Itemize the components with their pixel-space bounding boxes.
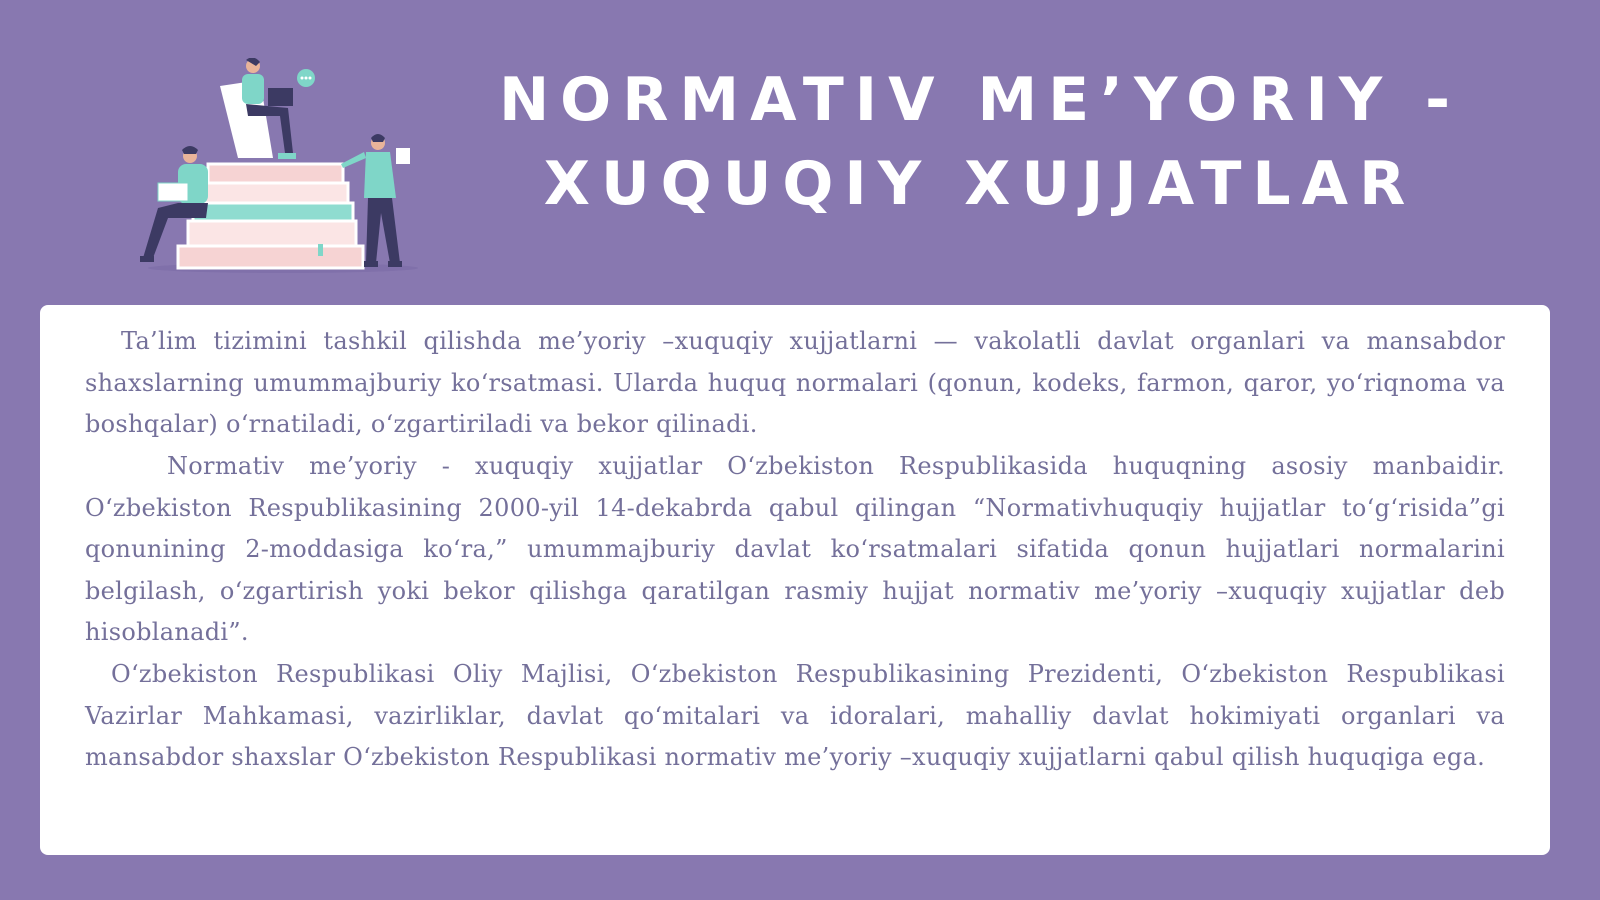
paragraph-3: Oʻzbekiston Respublikasi Oliy Majlisi, Oʻzbekiston Respublikasining Prezidenti, Oʻzbekiston Respublikasi Vazirlar Mahkamasi, vazirliklar, davlat qoʻmitalari va idoralari, mahalliy davlat hokimiyati organlari va mansabdor shaxslar Oʻzbekiston Respublikasi normativ me’yoriy –xuquqiy xujjatlarni qabul qilish huquqiga ega. — [85, 660, 1505, 772]
slide-title-line-2: XUQUQIY XUJJATLAR — [543, 149, 1417, 219]
paragraph-1: Ta’lim tizimini tashkil qilishda me’yoriy –xuquqiy xujjatlarni — vakolatli davlat organlari va mansabdor shaxslarning umummajburiy koʻrsatmasi. Ularda huquq normalari (qonun, kodeks, farmon, qaror, yoʻriqnoma va boshqalar) oʻrnatiladi, oʻzgartiriladi va bekor qilinadi. — [85, 327, 1505, 439]
person-with-laptop — [220, 58, 315, 159]
slide-title — [450, 58, 1510, 226]
people-reading-books-illustration — [138, 58, 428, 278]
content-card — [40, 305, 1550, 855]
slide-title-line-1: NORMATIV ME’YORIY - — [498, 65, 1462, 135]
paragraph-2: Normativ me’yoriy - xuquqiy xujjatlar Oʻzbekiston Respublikasida huquqning asosiy manbaidir. Oʻzbekiston Respublikasining 2000-yil 14-dekabrda qabul qilingan “Normativhuquqiy hujjatlar toʻgʻrisida”gi qonunining 2-moddasiga koʻra,” umummajburiy davlat koʻrsatmalari sifatida qonun hujjatlari normalarini belgilash, oʻzgartirish yoki bekor qilishga qaratilgan rasmiy hujjat normativ me’yoriy –xuquqiy xujjatlar deb hisoblanadi”. — [85, 452, 1505, 647]
